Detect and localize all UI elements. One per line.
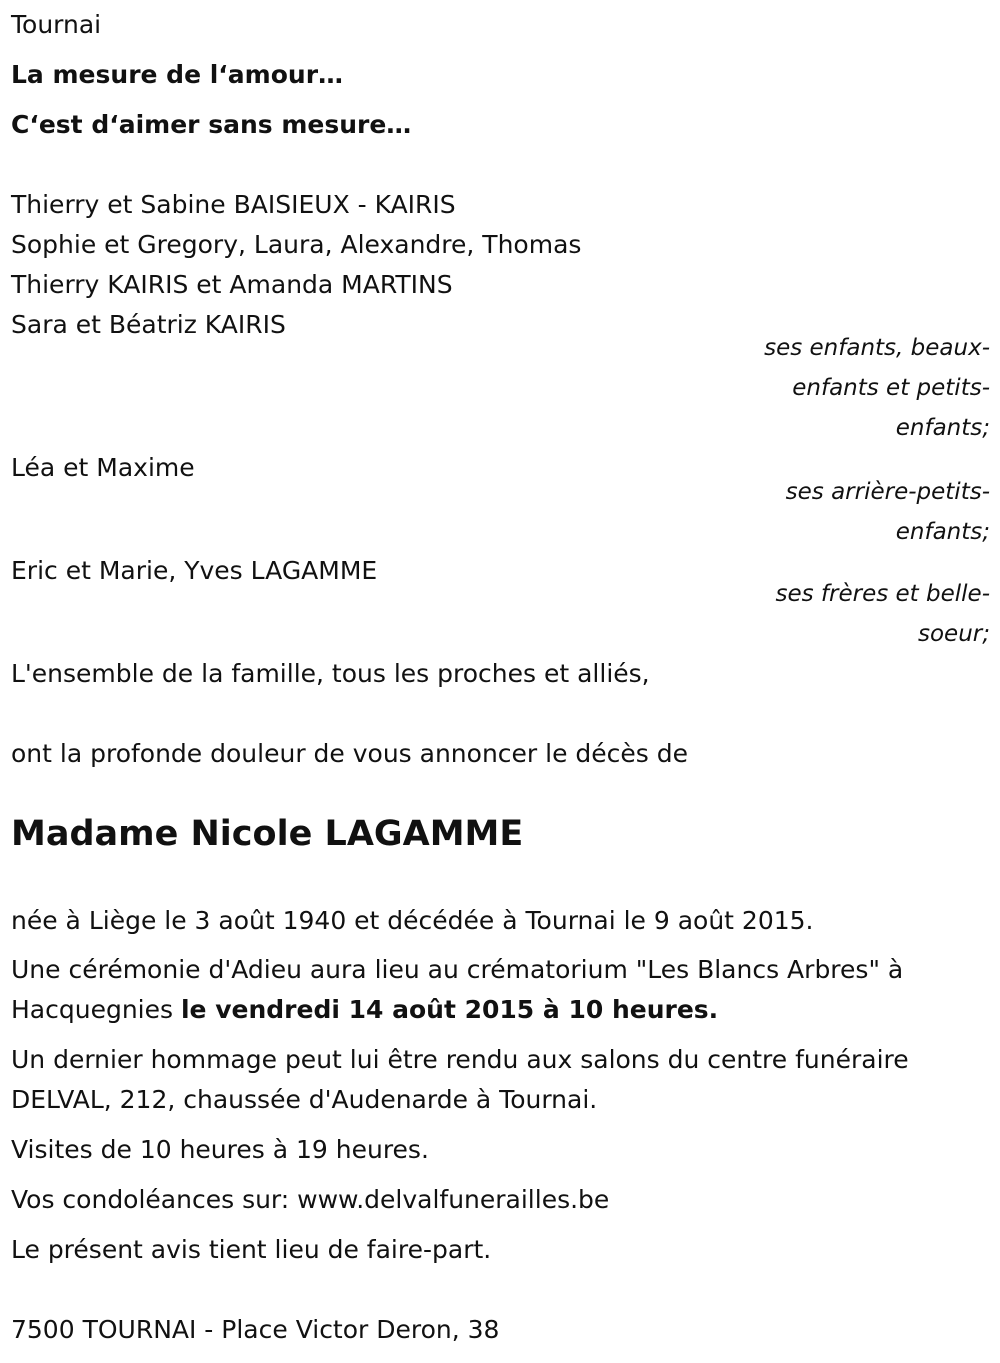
family-member-line: Thierry KAIRIS et Amanda MARTINS	[11, 270, 453, 299]
relation-children	[764, 328, 990, 448]
relation-line: enfants;	[895, 415, 990, 441]
city-header: Tournai	[11, 10, 102, 39]
quote-line-2: C‘est d‘aimer sans mesure…	[11, 110, 412, 139]
quote-line-1: La mesure de l‘amour…	[11, 60, 344, 89]
deceased-name: Madame Nicole LAGAMME	[11, 814, 524, 854]
family-member-line: Sara et Béatriz KAIRIS	[11, 310, 286, 339]
ceremony-date: le vendredi 14 août 2015 à 10 heures.	[180, 995, 719, 1024]
great-grandchildren-line: Léa et Maxime	[11, 453, 195, 482]
extended-family-line: L'ensemble de la famille, tous les proches et alliés,	[11, 659, 650, 688]
birth-death-text: née à Liège le 3 août 1940 et décédée à Tournai le 9 août 2015.	[11, 906, 814, 935]
visits-text: Visites de 10 heures à 19 heures.	[11, 1135, 429, 1164]
relation-line: ses frères et belle-	[775, 581, 990, 607]
relation-line: ses arrière-petits-	[785, 479, 990, 505]
family-member-line: Thierry et Sabine BAISIEUX - KAIRIS	[11, 190, 456, 219]
relation-line: enfants;	[895, 519, 990, 545]
relation-great-grandchildren	[786, 472, 990, 552]
relation-siblings	[776, 574, 991, 654]
relation-line: soeur;	[918, 621, 990, 647]
ceremony-paragraph	[11, 950, 986, 1030]
tribute-paragraph: Un dernier hommage peut lui être rendu aux salons du centre funéraire DELVAL, 212, chaussée d'Audenarde à Tournai.	[11, 1045, 909, 1114]
ceremony-text: Une cérémonie d'Adieu aura lieu au crématorium "Les Blancs Arbres" à Hacquegnies	[11, 955, 904, 1024]
notice-text: Le présent avis tient lieu de faire-part.	[11, 1235, 492, 1264]
condolences-text: Vos condoléances sur: www.delvalfunerailles.be	[11, 1185, 610, 1214]
family-member-line: Sophie et Gregory, Laura, Alexandre, Thomas	[11, 230, 582, 259]
relation-line: enfants et petits-	[792, 375, 990, 401]
announcement-text: ont la profonde douleur de vous annoncer le décès de	[11, 739, 689, 768]
address-text: 7500 TOURNAI - Place Victor Deron, 38	[11, 1315, 500, 1344]
relation-line: ses enfants, beaux-	[764, 335, 990, 361]
siblings-line: Eric et Marie, Yves LAGAMME	[11, 556, 378, 585]
